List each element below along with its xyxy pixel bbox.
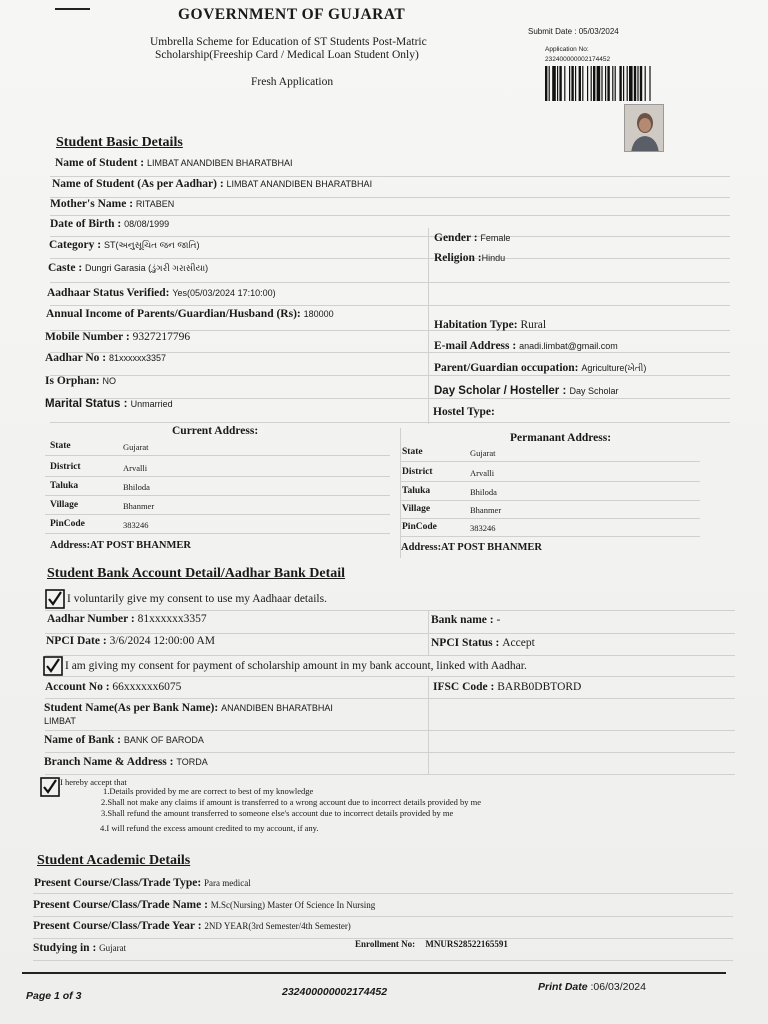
top-dash-mark <box>55 8 90 10</box>
accept-heading: I hereby accept that <box>60 777 127 787</box>
permanent-address-label: State <box>402 447 423 457</box>
address-row-divider <box>400 481 700 482</box>
barcode-bar <box>593 66 595 101</box>
application-no-value: 232400000002174452 <box>545 56 611 63</box>
current-address-label: State <box>50 441 71 451</box>
footer-rule <box>22 972 726 974</box>
address-row-divider <box>45 514 390 515</box>
row-divider <box>33 960 733 961</box>
barcode-bar <box>645 66 646 101</box>
row-divider <box>45 730 735 731</box>
row-divider <box>45 655 735 656</box>
row-divider <box>45 774 735 775</box>
npci-status-field: NPCI Status : Accept <box>431 637 535 649</box>
enrollment-field: Enrollment No: MNURS28522165591 <box>355 939 508 949</box>
permanent-address-value: Bhiloda <box>470 487 497 497</box>
aadhaar-status-field: Aadhaar Status Verified: Yes(05/03/2024 17:10:00) <box>47 287 276 299</box>
bank-aadhar-number-field: Aadhar Number : 81xxxxxx3357 <box>47 613 207 625</box>
accept-term-item: 2.Shall not make any claims if amount is transferred to a wrong account due to incorrect details provided by me <box>101 797 482 807</box>
barcode-bar <box>552 66 556 101</box>
permanent-address-label: PinCode <box>402 522 437 532</box>
current-address-value: Arvalli <box>123 463 148 473</box>
mobile-field: Mobile Number : 9327217796 <box>45 331 191 343</box>
academic-details-title: Student Academic Details <box>37 853 191 868</box>
barcode-bar <box>587 66 588 101</box>
religion-field: Religion :Hindu <box>434 252 506 264</box>
scheme-title-line2: Scholarship(Freeship Card / Medical Loan Student Only) <box>155 49 419 61</box>
address-row-divider <box>400 461 700 462</box>
gender-field: Gender : Female <box>434 232 511 244</box>
ifsc-field: IFSC Code : BARB0DBTORD <box>433 681 582 693</box>
current-address-label: District <box>50 462 81 472</box>
income-field: Annual Income of Parents/Guardian/Husband (Rs): 180000 <box>46 308 334 320</box>
npci-date-field: NPCI Date : 3/6/2024 12:00:00 AM <box>46 635 215 647</box>
barcode-bar <box>559 66 561 101</box>
student-name-aadhar-field: Name of Student (As per Aadhar) : LIMBAT ANANDIBEN BHARATBHAI <box>52 178 373 190</box>
barcode-bar <box>640 66 642 101</box>
current-address-label: Taluka <box>50 481 79 491</box>
barcode-bar <box>579 66 581 101</box>
column-divider <box>428 676 429 774</box>
address-row-divider <box>45 455 390 456</box>
caste-field: Caste : Dungri Garasia (ડુંગરી ગરાસીયા) <box>48 262 209 274</box>
row-divider <box>33 916 733 917</box>
name-of-bank-field: Name of Bank : BANK OF BARODA <box>44 734 204 746</box>
course-type-field: Present Course/Class/Trade Type: Para medical <box>34 877 251 889</box>
aadhaar-consent-text: I voluntarily give my consent to use my Aadhaar details. <box>67 593 327 605</box>
address-row-divider <box>400 536 700 537</box>
permanent-address-label: District <box>402 467 433 477</box>
current-address-value: Gujarat <box>123 442 149 452</box>
row-divider <box>33 893 733 894</box>
current-address-value: Bhanmer <box>123 501 155 511</box>
barcode-bar <box>605 66 606 101</box>
student-name-bank-value-cont: LIMBAT <box>44 716 76 726</box>
row-divider <box>45 633 735 634</box>
barcode-bar <box>571 66 573 101</box>
row-divider <box>45 610 735 611</box>
row-divider <box>50 282 730 283</box>
barcode-bar <box>582 66 583 101</box>
current-address-value: 383246 <box>123 520 149 530</box>
address-row-divider <box>400 500 700 501</box>
student-name-bank-field: Student Name(As per Bank Name): ANANDIBEN BHARATBHAI <box>44 702 333 714</box>
current-address-label: Village <box>50 500 79 510</box>
barcode-bar <box>629 66 633 101</box>
barcode-bar <box>601 66 602 101</box>
address-row-divider <box>45 495 390 496</box>
government-title: GOVERNMENT OF GUJARAT <box>178 6 406 23</box>
permanent-address-line: Address:AT POST BHANMER <box>401 542 542 553</box>
barcode-bar <box>615 66 616 101</box>
aadhar-no-field: Aadhar No : 81xxxxxx3357 <box>45 352 167 364</box>
branch-field: Branch Name & Address : TORDA <box>44 756 208 768</box>
permanent-address-value: Gujarat <box>470 448 496 458</box>
address-row-divider <box>45 476 390 477</box>
category-field: Category : ST(અનુસૂચિત જન જાતિ) <box>49 239 200 251</box>
barcode-bar <box>545 66 547 101</box>
bank-name-field: Bank name : - <box>431 614 501 626</box>
row-divider <box>45 698 735 699</box>
row-divider <box>45 752 735 753</box>
scholar-field: Day Scholar / Hosteller : Day Scholar <box>434 385 619 397</box>
account-no-field: Account No : 66xxxxxx6075 <box>45 681 182 693</box>
row-divider <box>50 236 730 237</box>
column-divider <box>428 610 429 655</box>
permanent-address-title: Permanant Address: <box>510 432 612 444</box>
marital-field: Marital Status : Unmarried <box>45 398 173 410</box>
application-type: Fresh Application <box>251 76 334 88</box>
accept-terms-checkbox[interactable] <box>40 777 60 802</box>
current-address-title: Current Address: <box>172 425 259 437</box>
current-address-label: PinCode <box>50 519 85 529</box>
row-divider <box>50 258 730 259</box>
accept-term-item: 3.Shall refund the amount transferred to someone else's account due to incorrect details provided by me <box>101 808 454 818</box>
barcode-bar <box>612 66 613 101</box>
row-divider <box>45 676 735 677</box>
mother-name-field: Mother's Name : RITABEN <box>50 198 175 210</box>
permanent-address-label: Village <box>402 504 431 514</box>
course-year-field: Present Course/Class/Trade Year : 2ND YEAR(3rd Semester/4th Semester) <box>33 920 351 932</box>
dob-field: Date of Birth : 08/08/1999 <box>50 218 170 230</box>
permanent-address-value: Arvalli <box>470 468 495 478</box>
row-divider <box>50 375 730 376</box>
student-photo <box>624 104 664 152</box>
permanent-address-value: 383246 <box>470 523 496 533</box>
barcode-bar <box>637 66 638 101</box>
occupation-field: Parent/Guardian occupation: Agriculture(ખેતી) <box>434 362 647 374</box>
barcode-bar <box>549 66 550 101</box>
barcode-bar <box>591 66 592 101</box>
student-name-field: Name of Student : LIMBAT ANANDIBEN BHARATBHAI <box>55 157 293 169</box>
barcode-bar <box>557 66 558 101</box>
barcode-bar <box>619 66 621 101</box>
barcode-bar <box>564 66 565 101</box>
email-field: E-mail Address : anadi.limbat@gmail.com <box>434 340 618 352</box>
row-divider <box>50 176 730 177</box>
accept-term-item: 1.Details provided by me are correct to best of my knowledge <box>103 786 314 796</box>
bank-payment-consent-checkbox[interactable] <box>43 656 63 681</box>
accept-term-item: 4.I will refund the excess amount credited to my account, if any. <box>100 823 319 833</box>
current-address-line: Address:AT POST BHANMER <box>50 540 191 551</box>
address-row-divider <box>45 533 390 534</box>
barcode-bar <box>569 66 570 101</box>
permanent-address-label: Taluka <box>402 486 431 496</box>
row-divider <box>50 305 730 306</box>
application-no-label: Application No: <box>545 46 589 53</box>
barcode-bar <box>607 66 609 101</box>
print-date: Print Date :06/03/2024 <box>538 981 646 993</box>
address-divider <box>400 428 401 558</box>
scheme-title-line1: Umbrella Scheme for Education of ST Students Post-Matric <box>150 36 427 48</box>
habitation-field: Habitation Type: Rural <box>434 319 547 331</box>
permanent-address-value: Bhanmer <box>470 505 502 515</box>
barcode-bar <box>649 66 650 101</box>
barcode-bar <box>627 66 628 101</box>
studying-in-field: Studying in : Gujarat <box>33 942 127 954</box>
barcode-bar <box>623 66 624 101</box>
bank-details-title: Student Bank Account Detail/Aadhar Bank Detail <box>47 566 346 581</box>
barcode-bar <box>634 66 636 101</box>
hostel-type-field: Hostel Type: <box>433 406 495 418</box>
barcode-bar <box>597 66 601 101</box>
submit-date: Submit Date : 05/03/2024 <box>528 27 619 36</box>
row-divider <box>50 215 730 216</box>
footer-application-no: 232400000002174452 <box>282 986 388 998</box>
course-name-field: Present Course/Class/Trade Name : M.Sc(Nursing) Master Of Science In Nursing <box>33 899 376 911</box>
basic-details-title: Student Basic Details <box>56 135 183 150</box>
barcode-bar <box>575 66 576 101</box>
bank-payment-consent-text: I am giving my consent for payment of scholarship amount in my bank account, linked with Aadhar. <box>65 660 527 672</box>
current-address-value: Bhiloda <box>123 482 150 492</box>
row-divider <box>50 422 730 423</box>
orphan-field: Is Orphan: NO <box>45 375 117 387</box>
application-barcode <box>545 66 690 101</box>
column-divider <box>428 228 429 424</box>
page-number: Page 1 of 3 <box>26 990 82 1002</box>
address-row-divider <box>400 518 700 519</box>
